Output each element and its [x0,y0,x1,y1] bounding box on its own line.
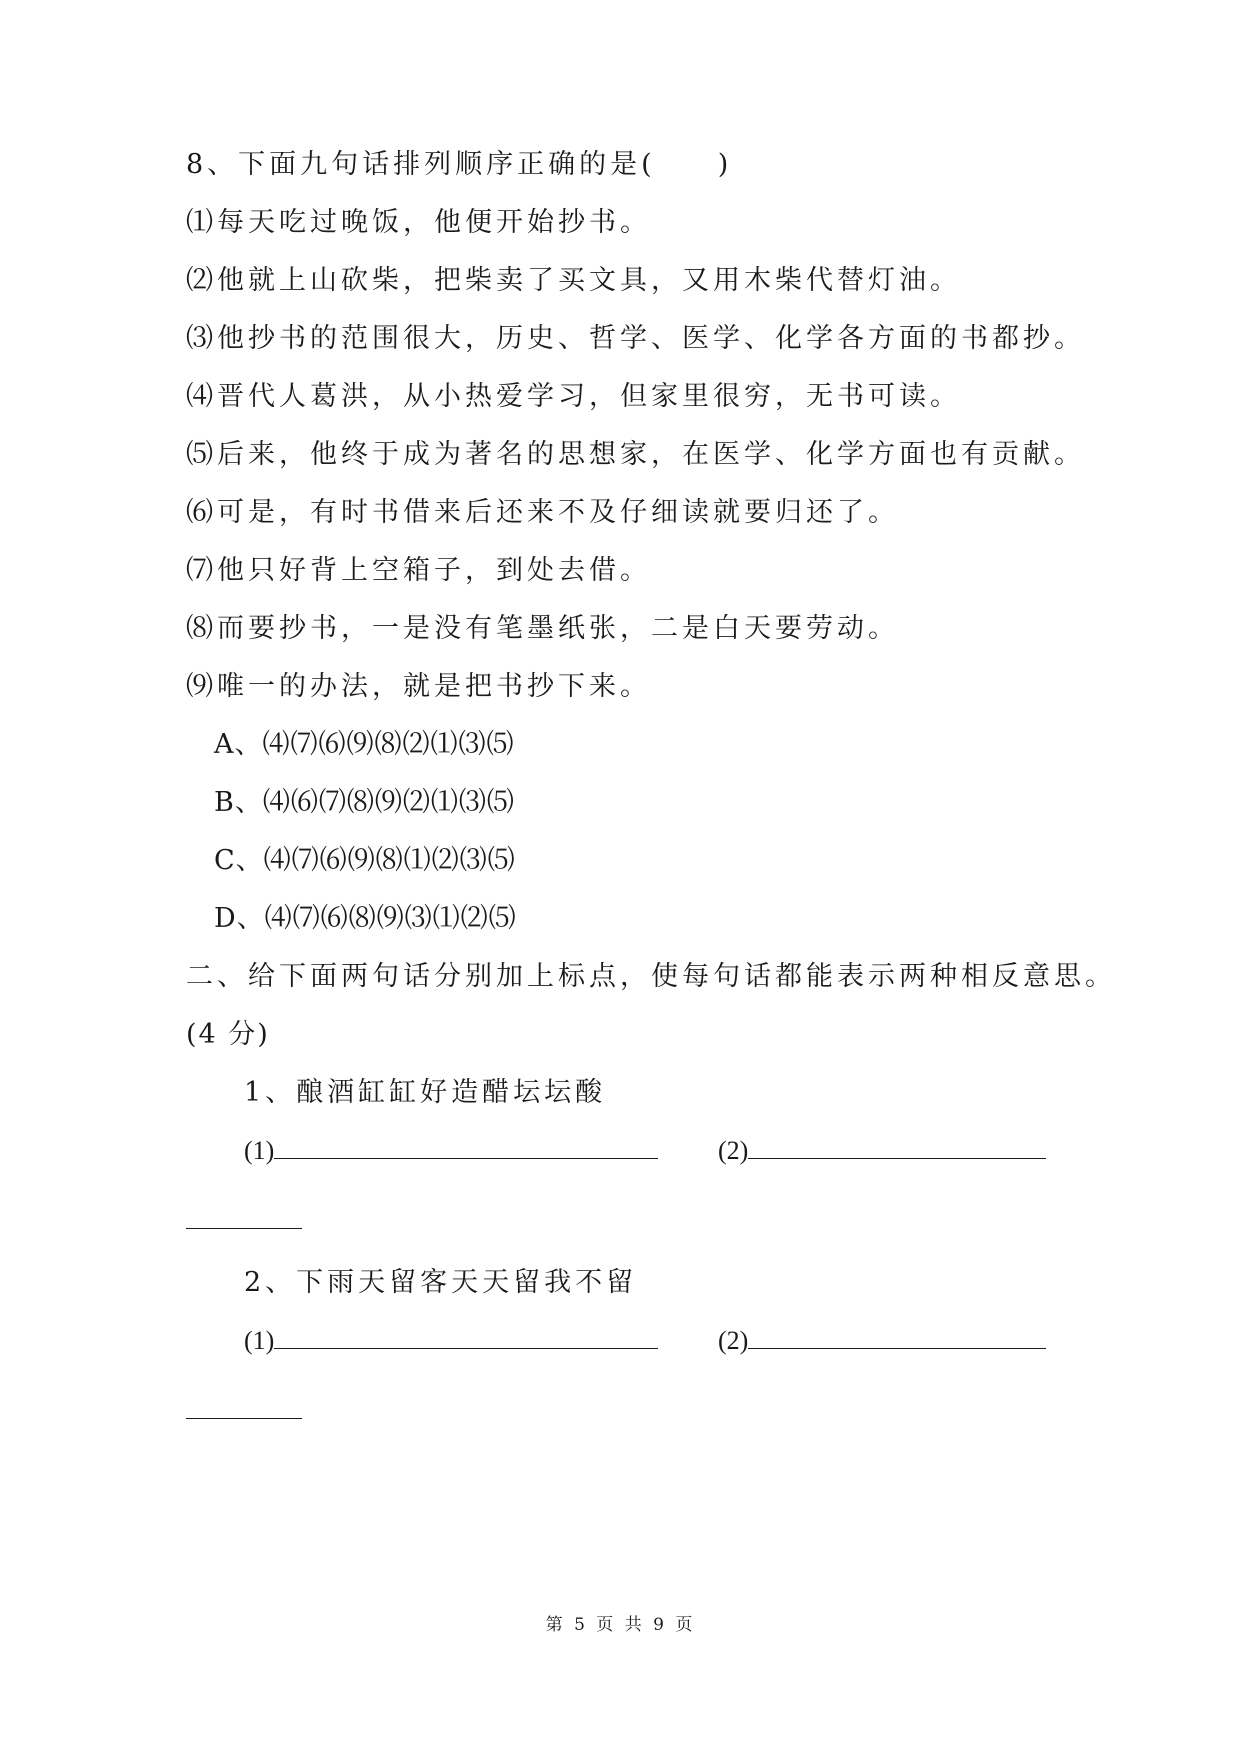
item-2-blank-2-label: (2) [718,1326,749,1355]
section-2-heading: 二、给下面两句话分别加上标点，使每句话都能表示两种相反意思。 [186,961,1116,992]
sentence-9: ⑼唯一的办法，就是把书抄下来。 [186,671,651,702]
item-2-prompt: 2、下雨天留客天天留我不留 [244,1267,638,1298]
section-2-points: (4 分) [186,1019,270,1050]
question-8-stem: 8、下面九句话排列顺序正确的是( ) [186,149,733,180]
item-1-blank-2[interactable] [718,1134,1046,1168]
item-2-answer-line-1[interactable] [274,1326,658,1349]
sentence-6: ⑹可是，有时书借来后还来不及仔细读就要归还了。 [186,497,899,528]
item-1-blank-2-label: (2) [718,1136,749,1165]
item-2-answer-line-2[interactable] [748,1326,1046,1349]
item-2-answer-line-continued[interactable] [186,1418,302,1419]
option-d: D、⑷⑺⑹⑻⑼⑶⑴⑵⑸ [214,903,517,934]
item-1-blank-1[interactable] [244,1134,658,1168]
page-number-footer: 第 5 页 共 9 页 [545,1615,696,1635]
sentence-7: ⑺他只好背上空箱子，到处去借。 [186,555,651,586]
option-b: B、⑷⑹⑺⑻⑼⑵⑴⑶⑸ [214,787,515,818]
sentence-3: ⑶他抄书的范围很大，历史、哲学、医学、化学各方面的书都抄。 [186,323,1085,354]
sentence-1: ⑴每天吃过晚饭，他便开始抄书。 [186,207,651,238]
item-1-blank-1-label: (1) [244,1136,275,1165]
item-1-answer-line-1[interactable] [274,1136,658,1159]
sentence-4: ⑷晋代人葛洪，从小热爱学习，但家里很穷，无书可读。 [186,381,961,412]
option-c: C、⑷⑺⑹⑼⑻⑴⑵⑶⑸ [214,845,516,876]
sentence-5: ⑸后来，他终于成为著名的思想家，在医学、化学方面也有贡献。 [186,439,1085,470]
sentence-8: ⑻而要抄书，一是没有笔墨纸张，二是白天要劳动。 [186,613,899,644]
item-2-blank-1[interactable] [244,1324,658,1358]
option-a: A、⑷⑺⑹⑼⑻⑵⑴⑶⑸ [214,729,515,760]
item-2-blank-2[interactable] [718,1324,1046,1358]
sentence-2: ⑵他就上山砍柴，把柴卖了买文具，又用木柴代替灯油。 [186,265,961,296]
item-1-answer-line-continued[interactable] [186,1228,302,1229]
item-1-answer-line-2[interactable] [748,1136,1046,1159]
item-2-blank-1-label: (1) [244,1326,275,1355]
item-1-prompt: 1、酿酒缸缸好造醋坛坛酸 [244,1077,607,1108]
